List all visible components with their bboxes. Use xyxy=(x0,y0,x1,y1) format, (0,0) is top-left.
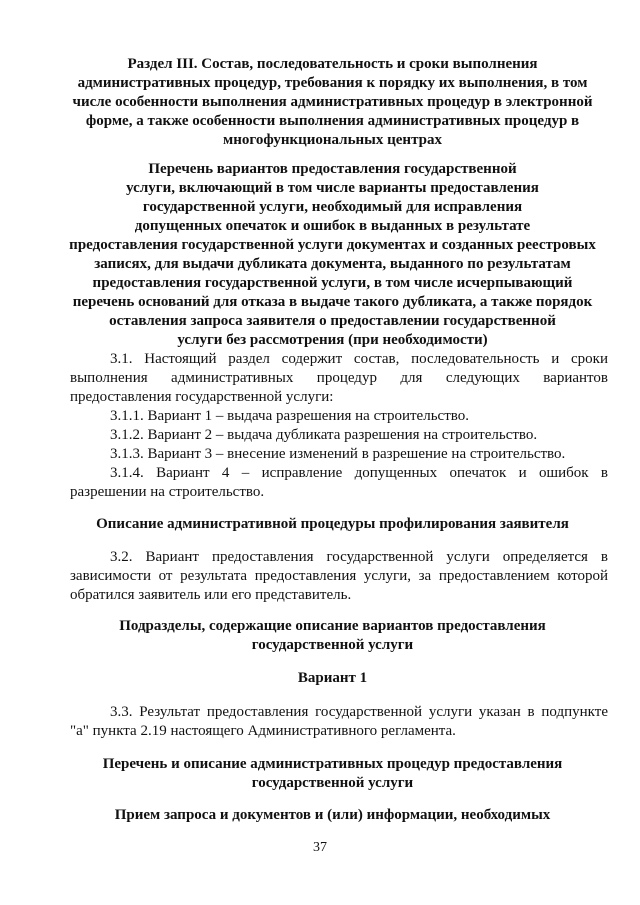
paragraph-3-3 xyxy=(70,703,608,741)
variant-item: 3.1.1. Вариант 1 – выдача разрешения на строительство. xyxy=(110,408,469,424)
paragraph-line: разрешении на строительство. xyxy=(70,484,265,500)
variant-item: 3.1.3. Вариант 3 – внесение изменений в разрешение на строительство. xyxy=(110,446,566,462)
paragraph-line: 3.1. Настоящий раздел содержит состав, последовательность и сроки xyxy=(110,351,608,367)
paragraph-3-2 xyxy=(70,548,608,605)
variants-heading-line: допущенных опечаток и ошибок в выданных в результате xyxy=(134,218,531,234)
variants-heading-line: записях, для выдачи дубликата документа, выданного по результатам xyxy=(94,256,571,272)
paragraph-line: "а" пункта 2.19 настоящего Административного регламента. xyxy=(70,723,456,739)
page-number: 37 xyxy=(313,840,327,855)
paragraph-line: зависимости от результата предоставления услуги, за предоставлением которой xyxy=(70,568,608,584)
variants-heading-line: предоставления государственной услуги документах и созданных реестровых xyxy=(69,237,596,253)
paragraph-3-1-4 xyxy=(70,464,608,502)
variants-heading-line: услуги, включающий в том числе варианты предоставления xyxy=(126,180,539,196)
profiling-heading xyxy=(60,515,605,534)
paragraph-line: 3.1.4. Вариант 4 – исправление допущенных опечаток и ошибок в xyxy=(110,465,608,481)
profiling-heading-text: Описание административной процедуры профилирования заявителя xyxy=(96,516,569,532)
procedures-heading-line: государственной услуги xyxy=(251,775,414,791)
reception-heading xyxy=(60,806,605,825)
variant1-heading-text: Вариант 1 xyxy=(297,670,368,686)
variants-heading xyxy=(60,160,605,350)
subsections-heading-line: государственной услуги xyxy=(251,637,414,653)
variant-list xyxy=(70,407,608,464)
paragraph-3-1 xyxy=(70,350,608,407)
paragraph-line: выполнения административных процедур для следующих вариантов xyxy=(70,370,608,386)
variants-heading-line: государственной услуги, необходимый для исправления xyxy=(142,199,523,215)
subsections-heading xyxy=(60,617,605,655)
variants-heading-line: Перечень вариантов предоставления государственной xyxy=(148,161,517,177)
variant1-heading xyxy=(60,669,605,688)
variants-heading-line: оставления запроса заявителя о предоставлении государственной xyxy=(109,313,556,329)
paragraph-line: 3.2. Вариант предоставления государственной услуги определяется в xyxy=(110,549,608,565)
section-heading-line: многофункциональных центрах xyxy=(223,132,442,148)
procedures-heading xyxy=(60,755,605,793)
variant-item: 3.1.2. Вариант 2 – выдача дубликата разрешения на строительство. xyxy=(110,427,538,443)
section-heading xyxy=(60,55,605,150)
section-heading-line: форме, а также особенности выполнения административных процедур в xyxy=(85,113,580,129)
section-heading-line: Раздел III. Состав, последовательность и сроки выполнения xyxy=(127,56,538,72)
subsections-heading-line: Подразделы, содержащие описание вариантов предоставления xyxy=(119,618,546,634)
variants-heading-line: предоставления государственной услуги, в том числе исчерпывающий xyxy=(92,275,573,291)
paragraph-line: 3.3. Результат предоставления государственной услуги указан в подпункте xyxy=(110,704,608,720)
paragraph-line: обратился заявитель или его представитель. xyxy=(70,587,352,603)
reception-heading-text: Прием запроса и документов и (или) информации, необходимых xyxy=(114,807,551,823)
variants-heading-line: перечень оснований для отказа в выдаче такого дубликата, а также порядок xyxy=(72,294,593,310)
procedures-heading-line: Перечень и описание административных процедур предоставления xyxy=(102,756,563,772)
section-heading-line: административных процедур, требования к порядку их выполнения, в том xyxy=(77,75,588,91)
section-heading-line: числе особенности выполнения административных процедур в электронной xyxy=(72,94,593,110)
paragraph-line: предоставления государственной услуги: xyxy=(70,389,334,405)
variants-heading-line: услуги без рассмотрения (при необходимости) xyxy=(177,332,488,348)
